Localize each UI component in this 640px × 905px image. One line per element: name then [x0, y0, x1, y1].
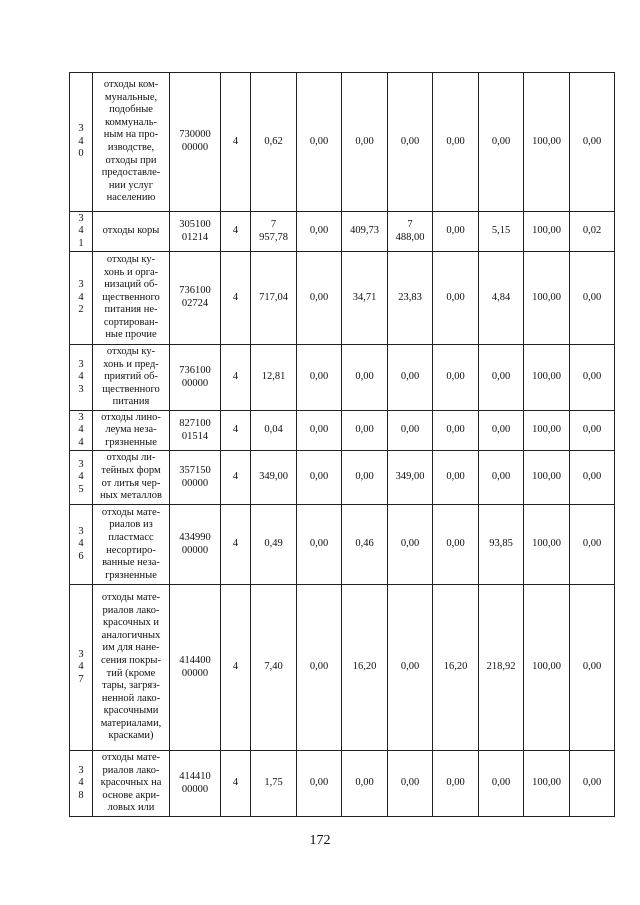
value-cell-2: 0,00	[297, 451, 342, 505]
fkko-code-cell	[170, 505, 221, 585]
value-cell-4-line: 0,00	[400, 371, 420, 383]
waste-name-cell-line: красочных на	[100, 777, 162, 789]
value-cell-6: 0,00	[479, 751, 524, 817]
hazard-class-cell: 4	[221, 505, 251, 585]
row-number-cell-line: 4	[78, 661, 84, 673]
waste-name-cell	[93, 585, 170, 751]
value-cell-4	[388, 585, 433, 751]
waste-name-cell-line: отходы ку-	[106, 253, 156, 265]
row-number-cell-line: 6	[78, 550, 84, 562]
waste-name-cell	[93, 411, 170, 451]
fkko-code-cell-line: 02724	[181, 298, 209, 309]
value-cell-4	[388, 451, 433, 505]
hazard-class-cell: 4	[221, 73, 251, 212]
waste-name-cell	[93, 751, 170, 817]
fkko-code-cell-line: 414410	[179, 770, 211, 782]
row-number-cell-line: 0	[78, 148, 84, 160]
waste-table	[69, 72, 615, 817]
row-number-cell-line: 3	[78, 648, 84, 660]
value-cell-1	[251, 73, 297, 212]
waste-name-cell	[93, 212, 170, 252]
value-cell-2: 0,00	[297, 252, 342, 345]
value-cell-1-line: 0,49	[264, 538, 283, 550]
value-cell-7: 100,00	[524, 411, 570, 451]
waste-name-cell-line: населению	[106, 192, 156, 204]
value-cell-3: 0,46	[342, 505, 388, 585]
value-cell-5: 0,00	[433, 345, 479, 411]
value-cell-6: 218,92	[479, 585, 524, 751]
row-number-cell-line: 3	[78, 383, 84, 395]
waste-name-cell-line: от литья чер-	[101, 477, 161, 489]
waste-name-cell-line: отходы ку-	[106, 346, 156, 358]
waste-name-cell-line: несортиро-	[106, 544, 156, 556]
row-number-cell-line: 4	[78, 424, 84, 436]
value-cell-8: 0,00	[570, 505, 615, 585]
waste-name-cell	[93, 345, 170, 411]
value-cell-3: 0,00	[342, 73, 388, 212]
value-cell-3: 0,00	[342, 411, 388, 451]
row-number-cell-line: 3	[78, 279, 84, 291]
value-cell-4	[388, 212, 433, 252]
waste-name-cell-line: щественного	[102, 383, 160, 395]
value-cell-1	[251, 345, 297, 411]
value-cell-3: 34,71	[342, 252, 388, 345]
value-cell-4-line: 0,00	[400, 777, 420, 789]
value-cell-6: 4,84	[479, 252, 524, 345]
value-cell-3: 409,73	[342, 212, 388, 252]
value-cell-8: 0,00	[570, 73, 615, 212]
waste-table-body	[70, 73, 615, 817]
value-cell-4	[388, 252, 433, 345]
value-cell-1	[251, 451, 297, 505]
waste-name-cell-line: леума неза-	[105, 424, 157, 436]
waste-name-cell-line: щественного	[102, 291, 160, 303]
waste-name-cell-line: риалов лако-	[102, 604, 160, 616]
value-cell-5: 0,00	[433, 505, 479, 585]
value-cell-7: 100,00	[524, 505, 570, 585]
row-number-cell-line: 2	[78, 304, 84, 316]
value-cell-6: 5,15	[479, 212, 524, 252]
fkko-code-cell	[170, 585, 221, 751]
value-cell-5: 0,00	[433, 451, 479, 505]
waste-name-cell-line: основе акри-	[102, 789, 160, 801]
value-cell-4-line: 349,00	[395, 471, 425, 483]
value-cell-1-line: 1,75	[264, 777, 283, 789]
fkko-code-cell-line: 730000	[179, 129, 211, 141]
fkko-code-cell-line: 00000	[181, 544, 209, 556]
table-row	[70, 451, 615, 505]
value-cell-7: 100,00	[524, 451, 570, 505]
waste-name-cell-line: пластмасс	[108, 531, 154, 543]
row-number-cell-line: 3	[78, 458, 84, 470]
fkko-code-cell-line: 736100	[179, 285, 211, 297]
value-cell-4-line: 23,83	[398, 291, 422, 303]
value-cell-6: 93,85	[479, 505, 524, 585]
value-cell-4	[388, 751, 433, 817]
waste-name-cell-line: ных металлов	[99, 490, 162, 502]
fkko-code-cell-line: 736100	[179, 364, 211, 376]
fkko-code-cell-line: 00000	[181, 783, 209, 795]
waste-name-cell-line: тий (кроме	[106, 667, 156, 679]
hazard-class-cell: 4	[221, 212, 251, 252]
value-cell-2: 0,00	[297, 212, 342, 252]
row-number-cell-line: 4	[78, 135, 84, 147]
value-cell-4	[388, 345, 433, 411]
hazard-class-cell: 4	[221, 751, 251, 817]
row-number-cell-line: 4	[78, 538, 84, 550]
waste-name-cell-line: хонь и пред-	[103, 358, 159, 370]
value-cell-4-line: 0,00	[400, 661, 420, 673]
value-cell-1	[251, 751, 297, 817]
row-number-cell-line: 3	[78, 764, 84, 776]
value-cell-1-line: 0,04	[264, 424, 283, 436]
value-cell-2: 0,00	[297, 345, 342, 411]
value-cell-6: 0,00	[479, 411, 524, 451]
row-number-cell	[70, 345, 93, 411]
waste-name-cell-line: красочных и	[102, 617, 160, 629]
fkko-code-cell-line: 827100	[179, 417, 211, 429]
row-number-cell-line: 4	[78, 436, 84, 448]
row-number-cell-line: 3	[78, 123, 84, 135]
row-number-cell-line: 4	[78, 371, 84, 383]
waste-name-cell	[93, 451, 170, 505]
waste-name-cell	[93, 505, 170, 585]
value-cell-5: 16,20	[433, 585, 479, 751]
page-number: 172	[309, 833, 331, 848]
table-row	[70, 73, 615, 212]
table-row	[70, 751, 615, 817]
value-cell-5: 0,00	[433, 212, 479, 252]
value-cell-8: 0,00	[570, 585, 615, 751]
table-row	[70, 345, 615, 411]
value-cell-4-line: 488,00	[395, 231, 425, 243]
value-cell-1	[251, 411, 297, 451]
waste-name-cell-line: отходы ли-	[106, 452, 156, 464]
value-cell-1	[251, 212, 297, 252]
waste-name-cell-line: материалами,	[100, 717, 162, 729]
value-cell-3: 0,00	[342, 451, 388, 505]
value-cell-2: 0,00	[297, 411, 342, 451]
row-number-cell-line: 7	[78, 673, 84, 685]
row-number-cell-line: 4	[78, 777, 84, 789]
row-number-cell	[70, 212, 93, 252]
hazard-class-cell: 4	[221, 345, 251, 411]
waste-name-cell-line: риалов из	[109, 519, 153, 531]
waste-name-cell-line: низаций об-	[104, 279, 158, 291]
value-cell-4-line: 7	[407, 218, 413, 230]
waste-name-cell-line: тары, загряз-	[102, 680, 160, 692]
row-number-cell	[70, 411, 93, 451]
row-number-cell-line: 4	[78, 291, 84, 303]
waste-name-cell-line: ные прочие	[105, 329, 157, 341]
waste-name-cell-line: отходы ком-	[103, 79, 159, 91]
value-cell-1-line: 7	[270, 218, 277, 230]
waste-name-cell-line: ванные неза-	[102, 557, 160, 569]
waste-name-cell-line: отходы при	[105, 154, 157, 166]
waste-name-cell-line: хонь и орга-	[103, 266, 159, 278]
value-cell-5: 0,00	[433, 411, 479, 451]
row-number-cell	[70, 451, 93, 505]
value-cell-1-line: 0,62	[264, 135, 283, 147]
row-number-cell-line: 3	[78, 358, 84, 370]
waste-name-cell-line: сортирован-	[103, 316, 159, 328]
waste-name-cell-line: тейных форм	[101, 464, 161, 476]
value-cell-6: 0,00	[479, 451, 524, 505]
row-number-cell	[70, 73, 93, 212]
waste-name-cell-line: им для нане-	[102, 642, 160, 654]
table-row	[70, 505, 615, 585]
waste-name-cell-line: подобные	[109, 104, 153, 116]
fkko-code-cell-line: 00000	[181, 142, 209, 153]
waste-name-cell-line: ным на про-	[103, 129, 159, 141]
fkko-code-cell-line: 00000	[181, 477, 209, 489]
fkko-code-cell	[170, 451, 221, 505]
row-number-cell-line: 3	[78, 411, 84, 423]
value-cell-4	[388, 73, 433, 212]
value-cell-4-line: 0,00	[400, 538, 420, 550]
value-cell-5: 0,00	[433, 751, 479, 817]
value-cell-8: 0,00	[570, 451, 615, 505]
value-cell-8: 0,02	[570, 212, 615, 252]
waste-name-cell-line: приятий об-	[104, 371, 158, 383]
value-cell-1	[251, 252, 297, 345]
fkko-code-cell-line: 00000	[181, 377, 209, 389]
waste-name-cell	[93, 252, 170, 345]
value-cell-7: 100,00	[524, 751, 570, 817]
waste-name-cell-line: отходы коры	[102, 225, 160, 237]
fkko-code-cell-line: 305100	[179, 218, 211, 230]
waste-name-cell-line: изводстве,	[107, 142, 155, 153]
value-cell-8: 0,00	[570, 751, 615, 817]
value-cell-1-line: 7,40	[264, 661, 283, 673]
waste-name-cell-line: питания	[112, 396, 150, 408]
value-cell-2: 0,00	[297, 751, 342, 817]
table-row	[70, 252, 615, 345]
value-cell-4	[388, 411, 433, 451]
value-cell-6: 0,00	[479, 73, 524, 212]
value-cell-7: 100,00	[524, 252, 570, 345]
fkko-code-cell	[170, 212, 221, 252]
waste-name-cell-line: ловых или	[107, 802, 155, 814]
table-row	[70, 212, 615, 252]
waste-name-cell-line: отходы мате-	[101, 752, 161, 764]
value-cell-7: 100,00	[524, 212, 570, 252]
fkko-code-cell-line: 357150	[179, 464, 211, 476]
waste-name-cell-line: ненной лако-	[101, 692, 161, 704]
value-cell-7: 100,00	[524, 73, 570, 212]
value-cell-3: 0,00	[342, 751, 388, 817]
hazard-class-cell: 4	[221, 451, 251, 505]
waste-name-cell-line: коммуналь-	[104, 116, 158, 128]
fkko-code-cell-line: 434990	[179, 531, 211, 543]
waste-name-cell-line: предоставле-	[101, 167, 161, 179]
row-number-cell-line: 8	[78, 789, 84, 801]
waste-name-cell-line: отходы мате-	[101, 591, 161, 603]
row-number-cell-line: 4	[78, 225, 84, 237]
waste-name-cell-line: красками)	[108, 730, 154, 742]
waste-name-cell-line: риалов лако-	[102, 764, 160, 776]
waste-name-cell-line: грязненные	[105, 569, 157, 581]
fkko-code-cell-line: 01514	[181, 430, 209, 442]
waste-name-cell-line: сения покры-	[101, 654, 161, 666]
fkko-code-cell-line: 414400	[179, 654, 211, 666]
value-cell-6: 0,00	[479, 345, 524, 411]
table-row	[70, 411, 615, 451]
waste-name-cell-line: отходы мате-	[101, 506, 161, 518]
waste-name-cell-line: красочными	[103, 705, 159, 717]
value-cell-5: 0,00	[433, 252, 479, 345]
row-number-cell	[70, 505, 93, 585]
value-cell-4	[388, 505, 433, 585]
value-cell-1	[251, 505, 297, 585]
waste-name-cell-line: грязненные	[105, 436, 157, 448]
fkko-code-cell-line: 00000	[181, 667, 209, 679]
row-number-cell-line: 4	[78, 471, 84, 483]
fkko-code-cell	[170, 73, 221, 212]
value-cell-5: 0,00	[433, 73, 479, 212]
hazard-class-cell: 4	[221, 411, 251, 451]
value-cell-1-line: 717,04	[259, 291, 288, 303]
row-number-cell	[70, 252, 93, 345]
hazard-class-cell: 4	[221, 585, 251, 751]
value-cell-3: 0,00	[342, 345, 388, 411]
value-cell-1	[251, 585, 297, 751]
fkko-code-cell	[170, 252, 221, 345]
value-cell-2: 0,00	[297, 505, 342, 585]
row-number-cell-line: 3	[78, 212, 84, 224]
waste-name-cell-line: мунальные,	[104, 91, 158, 103]
value-cell-7: 100,00	[524, 585, 570, 751]
value-cell-8: 0,00	[570, 252, 615, 345]
value-cell-1-line: 957,78	[259, 231, 288, 243]
table-row	[70, 585, 615, 751]
waste-name-cell-line: аналогичных	[101, 629, 161, 641]
row-number-cell-line: 3	[78, 525, 84, 537]
value-cell-1-line: 12,81	[261, 371, 286, 383]
fkko-code-cell	[170, 751, 221, 817]
value-cell-1-line: 349,00	[259, 471, 288, 483]
row-number-cell-line: 1	[78, 237, 84, 249]
waste-name-cell	[93, 73, 170, 212]
fkko-code-cell-line: 01214	[181, 231, 209, 243]
value-cell-2: 0,00	[297, 73, 342, 212]
waste-name-cell-line: нии услуг	[108, 179, 154, 191]
value-cell-4-line: 0,00	[400, 135, 420, 147]
row-number-cell-line: 5	[78, 483, 84, 495]
fkko-code-cell	[170, 411, 221, 451]
row-number-cell	[70, 751, 93, 817]
waste-name-cell-line: питания не-	[104, 304, 158, 316]
value-cell-2: 0,00	[297, 585, 342, 751]
hazard-class-cell: 4	[221, 252, 251, 345]
fkko-code-cell	[170, 345, 221, 411]
value-cell-8: 0,00	[570, 345, 615, 411]
value-cell-8: 0,00	[570, 411, 615, 451]
waste-name-cell-line: отходы лино-	[101, 411, 161, 423]
value-cell-7: 100,00	[524, 345, 570, 411]
value-cell-3: 16,20	[342, 585, 388, 751]
value-cell-4-line: 0,00	[400, 424, 420, 436]
row-number-cell	[70, 585, 93, 751]
